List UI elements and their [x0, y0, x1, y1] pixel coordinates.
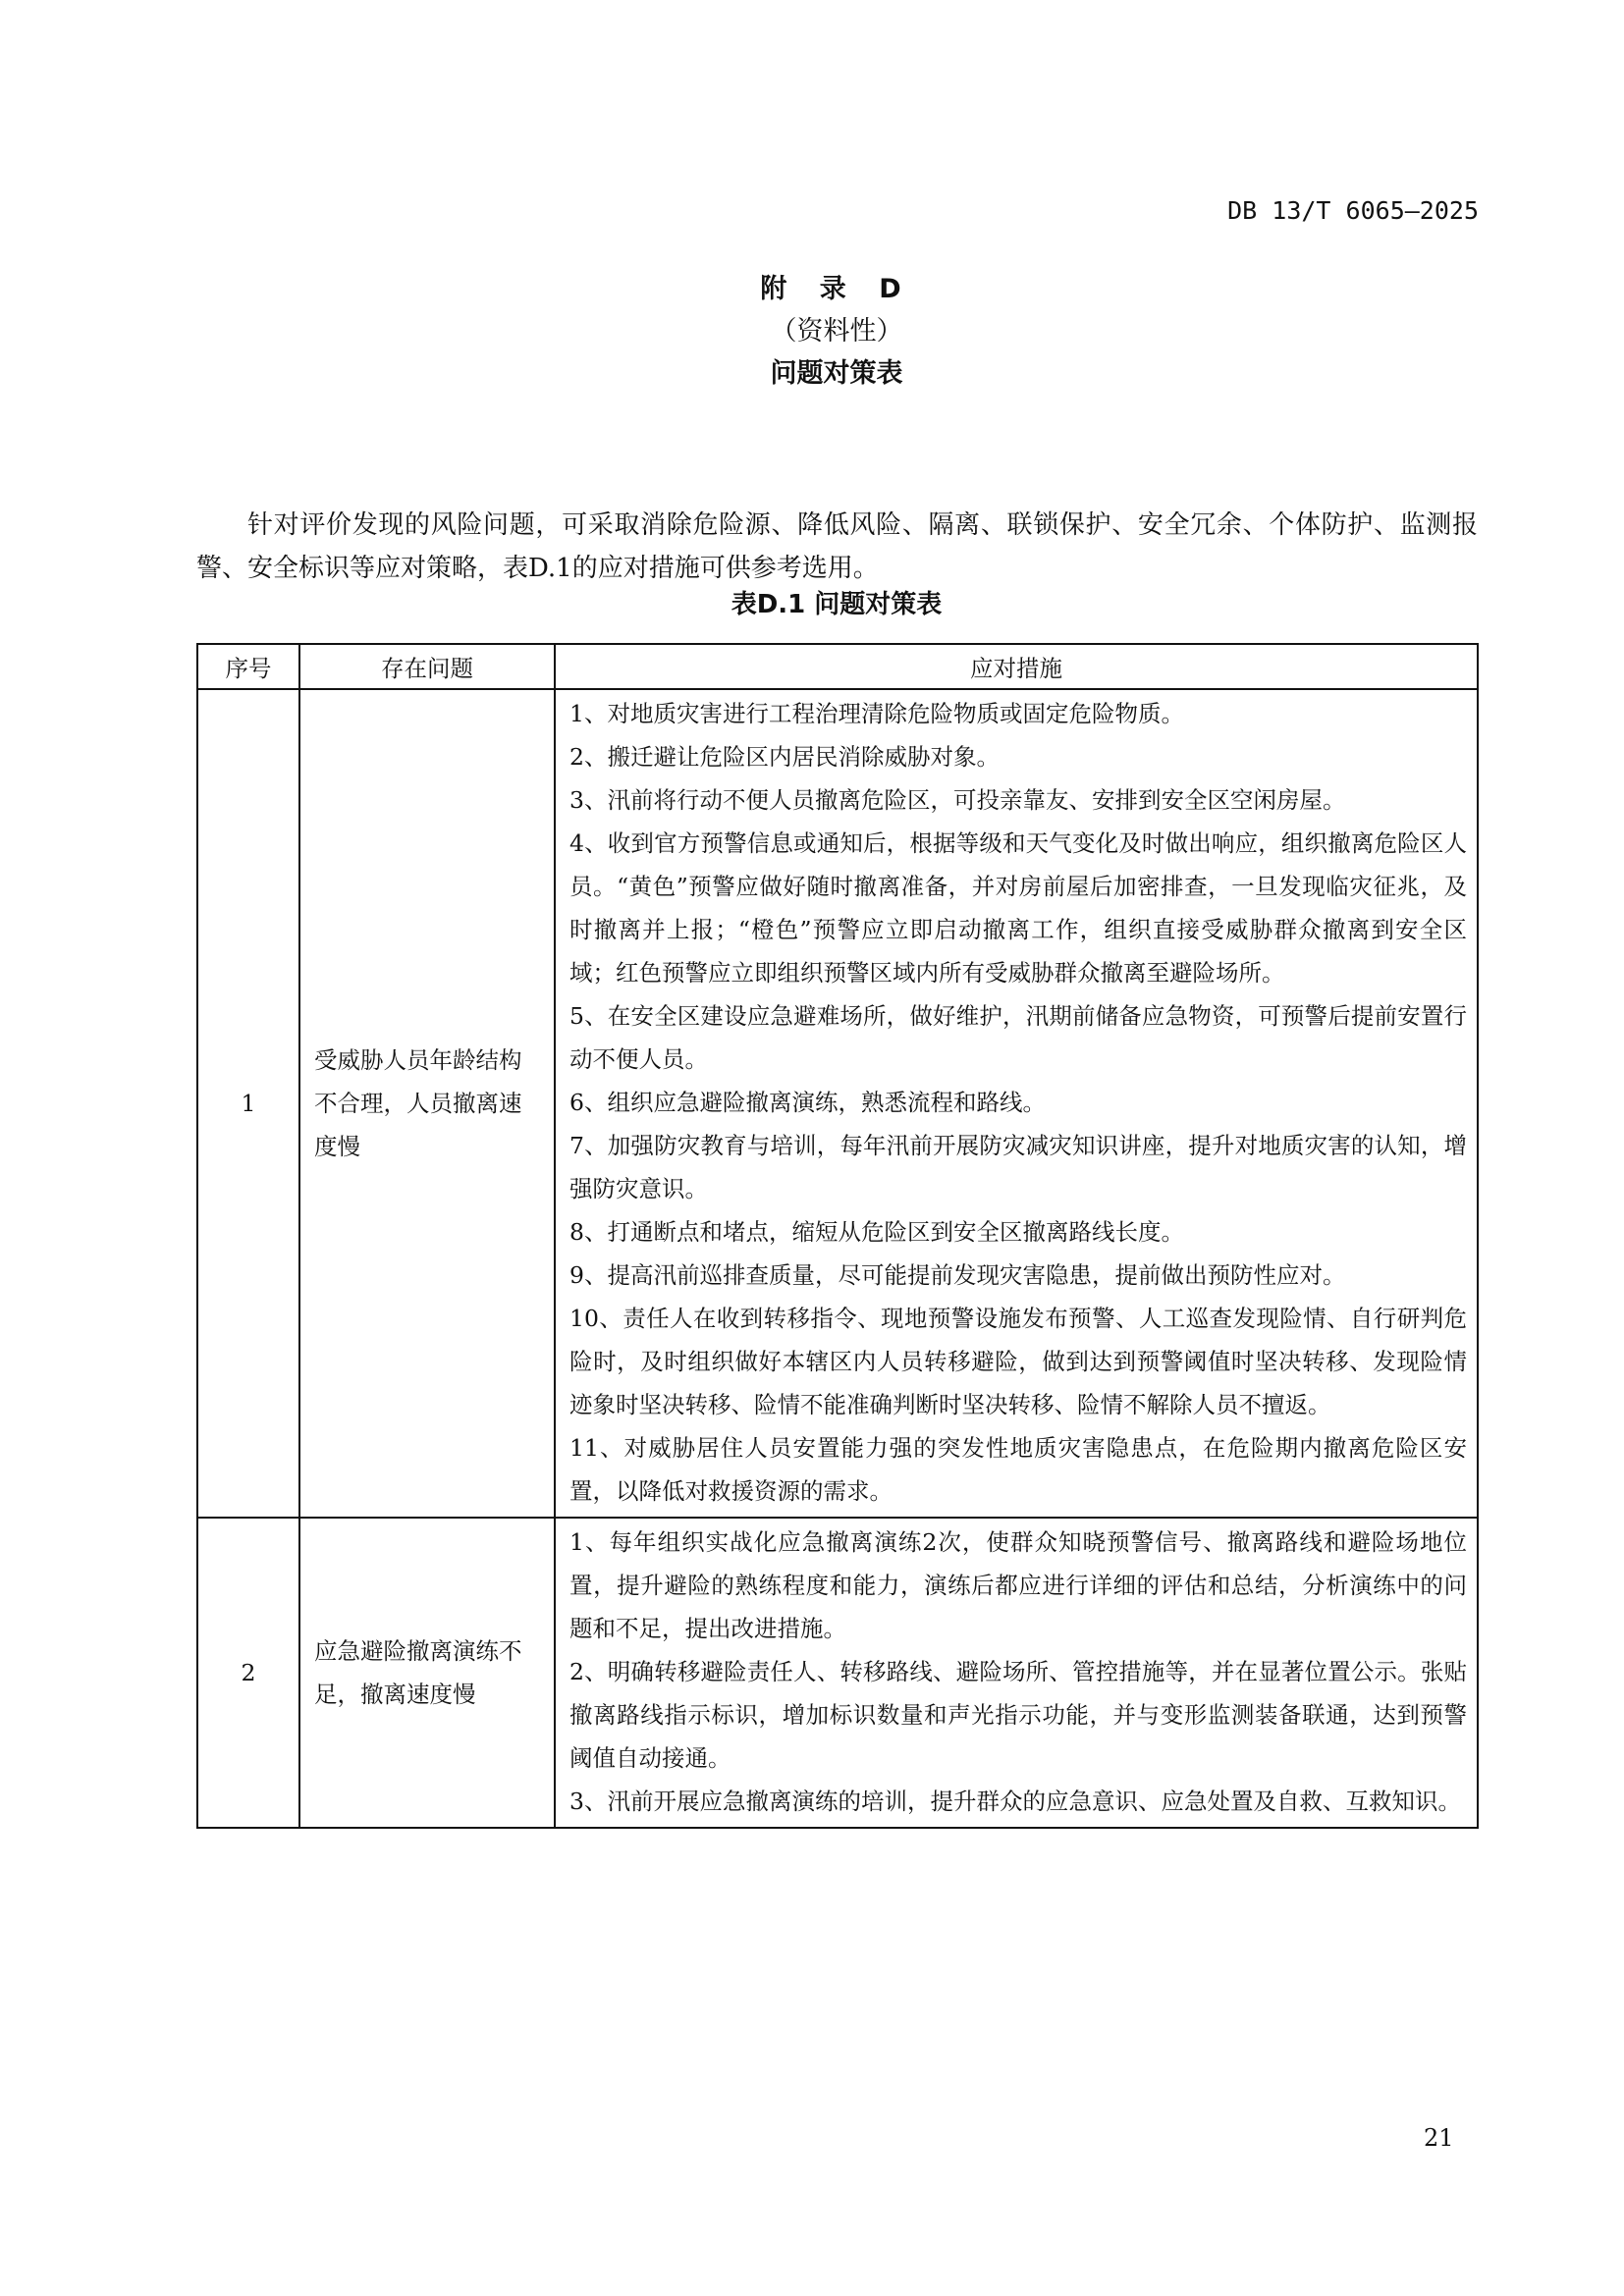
- measure-item: 3、汛前开展应急撤离演练的培训，提升群众的应急意识、应急处置及自救、互救知识。: [569, 1788, 1461, 1815]
- measure-item: 9、提高汛前巡排查质量，尽可能提前发现灾害隐患，提前做出预防性应对。: [569, 1261, 1346, 1289]
- measure-item: 5、在安全区建设应急避难场所，做好维护，汛期前储备应急物资，可预警后提前安置行动不便人员。: [569, 1002, 1467, 1073]
- measure-item: 7、加强防灾教育与培训，每年汛前开展防灾减灾知识讲座，提升对地质灾害的认知，增强防灾意识。: [569, 1132, 1467, 1202]
- appendix-name: 问题对策表: [770, 358, 903, 389]
- measure-item: 8、打通断点和堵点，缩短从危险区到安全区撤离路线长度。: [569, 1218, 1184, 1246]
- table-caption: 表D.1 问题对策表: [731, 590, 943, 619]
- measure-item: 2、明确转移避险责任人、转移路线、避险场所、管控措施等，并在显著位置公示。张贴撤离路线指示标识，增加标识数量和声光指示功能，并与变形监测装备联通，达到预警阈值自动接通。: [569, 1658, 1467, 1772]
- header-measures: 应对措施: [555, 644, 1478, 689]
- measure-item: 4、收到官方预警信息或通知后，根据等级和天气变化及时做出响应，组织撤离危险区人员。“黄色”预警应做好随时撤离准备，并对房前屋后加密排查，一旦发现临灾征兆，及时撤离并上报；“橙色”预警应立即启动撤离工作，组织直接受威胁群众撤离到安全区域；红色预警应立即组织预警区域内所有受威胁群众撤离至避险场所。: [569, 829, 1467, 987]
- row-issue: 受威胁人员年龄结构不合理，人员撤离速度慢: [299, 689, 555, 1518]
- table-header-row: [197, 644, 1478, 689]
- row-measures: [555, 1518, 1478, 1828]
- table-row: [197, 689, 1478, 1518]
- page-number: 21: [1424, 2124, 1454, 2152]
- header-no: 序号: [197, 644, 299, 689]
- standard-number: DB 13/T 6065—2025: [1227, 196, 1479, 225]
- header-issue: 存在问题: [299, 644, 555, 689]
- row-number: 1: [197, 689, 299, 1518]
- measure-item: 3、汛前将行动不便人员撤离危险区，可投亲靠友、安排到安全区空闲房屋。: [569, 786, 1346, 814]
- measure-item: 1、对地质灾害进行工程治理清除危险物质或固定危险物质。: [569, 700, 1184, 727]
- row-measures: [555, 689, 1478, 1518]
- measure-item: 1、每年组织实战化应急撤离演练2次，使群众知晓预警信号、撤离路线和避险场地位置，提升避险的熟练程度和能力，演练后都应进行详细的评估和总结，分析演练中的问题和不足，提出改进措施。: [569, 1528, 1467, 1642]
- countermeasure-table: [196, 643, 1479, 1829]
- measure-item: 10、责任人在收到转移指令、现地预警设施发布预警、人工巡查发现险情、自行研判危险时，及时组织做好本辖区内人员转移避险，做到达到预警阈值时坚决转移、发现险情迹象时坚决转移、险情不能准确判断时坚决转移、险情不解除人员不擅返。: [569, 1305, 1467, 1418]
- measure-item: 11、对威胁居住人员安置能力强的突发性地质灾害隐患点，在危险期内撤离危险区安置，以降低对救援资源的需求。: [569, 1434, 1467, 1505]
- row-issue: 应急避险撤离演练不足，撤离速度慢: [299, 1518, 555, 1828]
- intro-paragraph: 针对评价发现的风险问题，可采取消除危险源、降低风险、隔离、联锁保护、安全冗余、个体防护、监测报警、安全标识等应对策略，表D.1的应对措施可供参考选用。: [196, 510, 1478, 583]
- appendix-title: 附 录 D: [760, 274, 913, 304]
- measure-item: 2、搬迁避让危险区内居民消除威胁对象。: [569, 743, 1000, 771]
- table-row: [197, 1518, 1478, 1828]
- appendix-nature: （资料性）: [770, 316, 903, 347]
- measure-item: 6、组织应急避险撤离演练，熟悉流程和路线。: [569, 1089, 1046, 1116]
- row-number: 2: [197, 1518, 299, 1828]
